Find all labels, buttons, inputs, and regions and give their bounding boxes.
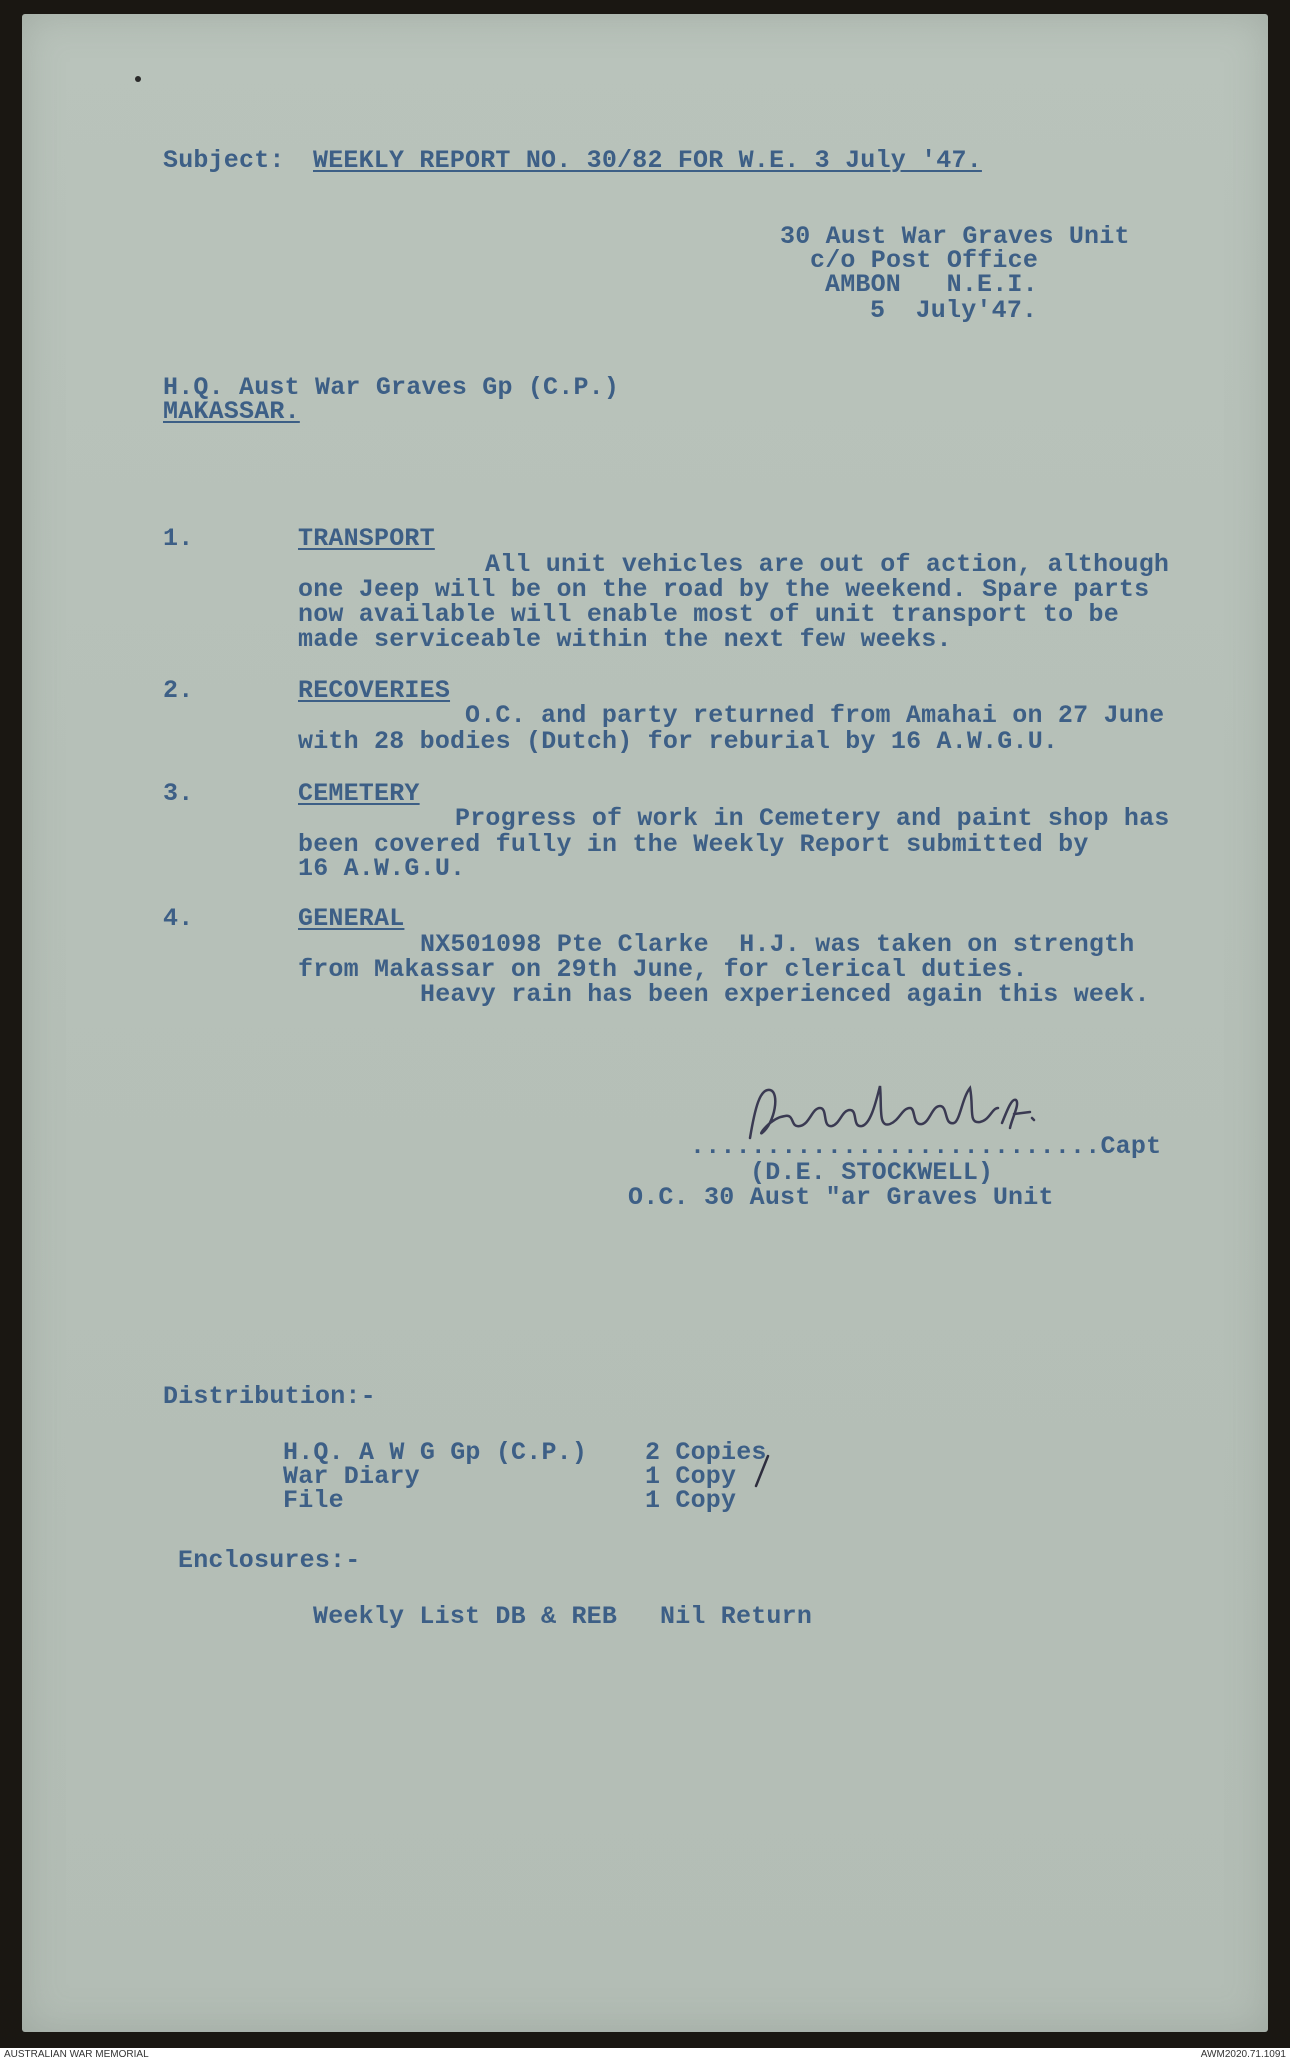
section-4-number: 4. [163, 904, 194, 933]
distribution-copies: 1 Copy [645, 1486, 737, 1515]
section-2-line: O.C. and party returned from Amahai on 27 June [465, 701, 1165, 730]
addressee-line1: H.Q. Aust War Graves Gp (C.P.) [163, 373, 620, 402]
document-page [22, 14, 1268, 2032]
signatory-title: O.C. 30 Aust "ar Graves Unit [628, 1183, 1054, 1212]
section-1-line: made serviceable within the next few weeks. [298, 625, 952, 654]
section-3-line: 16 A.W.G.U. [298, 854, 466, 883]
section-1-line: now available will enable most of unit transport to be [298, 600, 1119, 629]
section-4-line: from Makassar on 29th June, for clerical duties. [298, 955, 1028, 984]
sender-location: AMBON N.E.I. [825, 270, 1038, 299]
footer-institution: AUSTRALIAN WAR MEMORIAL [4, 2049, 149, 2060]
distribution-recipient: War Diary [283, 1462, 420, 1491]
section-3-number: 3. [163, 779, 194, 808]
sender-unit: 30 Aust War Graves Unit [780, 222, 1130, 251]
section-1-line: All unit vehicles are out of action, although [485, 550, 1170, 579]
sender-address: c/o Post Office [810, 246, 1039, 275]
tick-mark-icon [750, 1452, 774, 1490]
section-4-heading: GENERAL [298, 904, 405, 933]
footer-accession-number: AWM2020.71.1091 [1200, 2049, 1286, 2060]
subject-text: WEEKLY REPORT NO. 30/82 FOR W.E. 3 July '47. [313, 146, 982, 175]
distribution-copies: 2 Copies [645, 1438, 767, 1467]
section-4-line: Heavy rain has been experienced again this week. [420, 980, 1150, 1009]
section-2-number: 2. [163, 676, 194, 705]
sender-date: 5 July'47. [870, 296, 1038, 325]
enclosure-item: Weekly List DB & REB [313, 1602, 618, 1631]
signature-dots-line: ...........................Capt [690, 1132, 1162, 1161]
punch-mark [135, 76, 141, 82]
section-1-line: one Jeep will be on the road by the weekend. Spare parts [298, 575, 1150, 604]
section-1-heading: TRANSPORT [298, 524, 435, 553]
distribution-label: Distribution:- [163, 1382, 376, 1411]
subject-label: Subject: [163, 146, 285, 175]
addressee-line2: MAKASSAR. [163, 397, 300, 426]
section-1-number: 1. [163, 524, 194, 553]
signatory-name: (D.E. STOCKWELL) [750, 1158, 994, 1187]
distribution-recipient: File [283, 1486, 344, 1515]
section-3-heading: CEMETERY [298, 779, 420, 808]
section-2-line: with 28 bodies (Dutch) for reburial by 16 A.W.G.U. [298, 727, 1059, 756]
section-3-line: Progress of work in Cemetery and paint shop has [455, 804, 1170, 833]
section-2-heading: RECOVERIES [298, 676, 451, 705]
enclosure-status: Nil Return [660, 1602, 813, 1631]
distribution-recipient: H.Q. A W G Gp (C.P.) [283, 1438, 588, 1467]
enclosures-label: Enclosures:- [178, 1546, 361, 1575]
section-3-line: been covered fully in the Weekly Report submitted by [298, 830, 1089, 859]
distribution-copies: 1 Copy [645, 1462, 737, 1491]
section-4-line: NX501098 Pte Clarke H.J. was taken on strength [420, 930, 1135, 959]
